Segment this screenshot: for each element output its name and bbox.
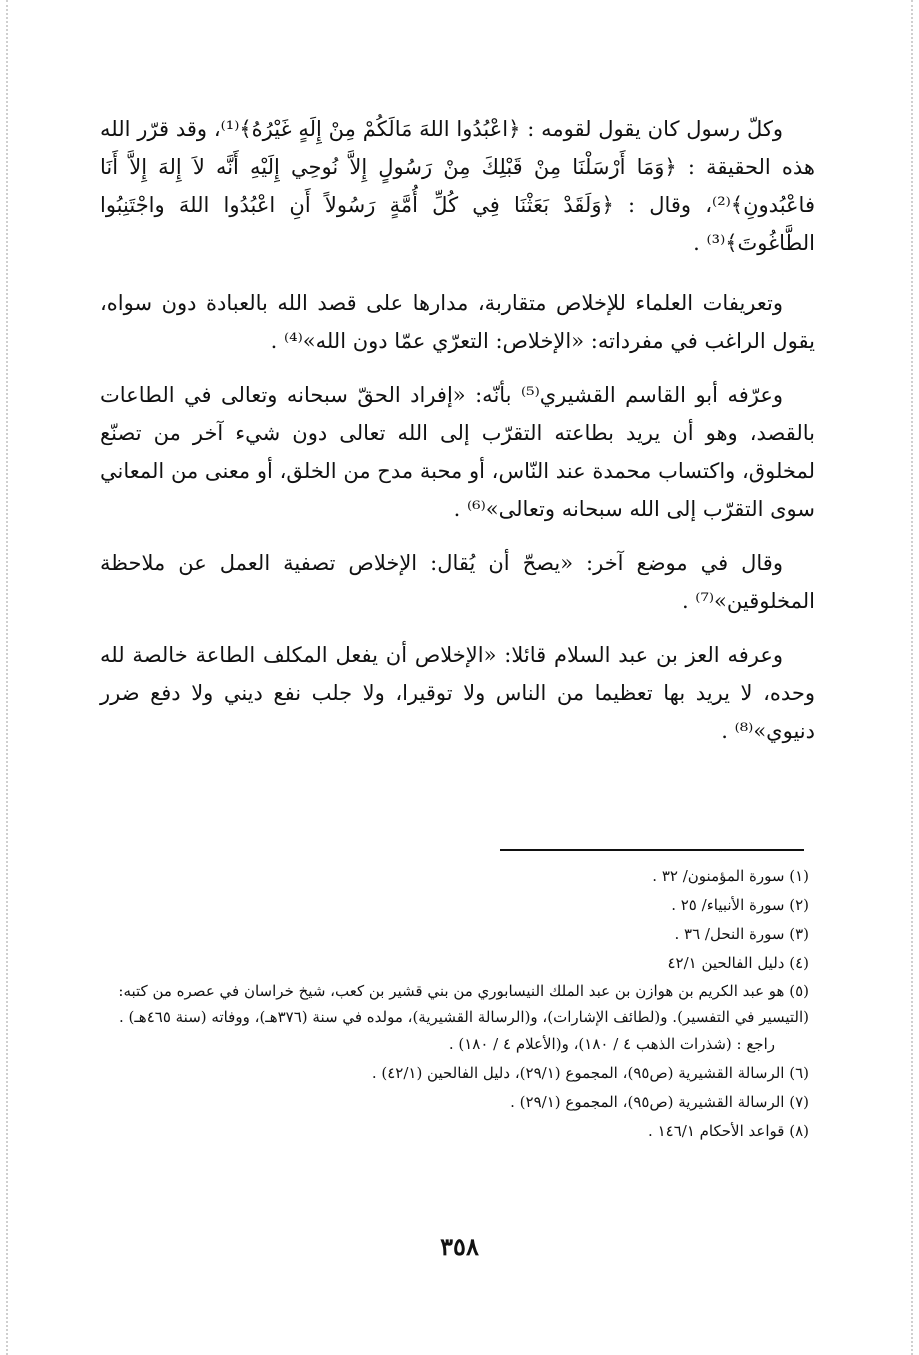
- footnote-8: (٨) قواعد الأحكام ١٤٦/١ .: [648, 1122, 809, 1140]
- page-edge-left: [6, 0, 8, 1355]
- footnotes: [100, 862, 815, 1146]
- paragraph-quran-verses: وكلّ رسول كان يقول لقومه : ﴿اعْبُدُوا اللهَ مَالَكُمْ مِنْ إِلَهٍ غَيْرُهُ﴾⁽¹⁾، وقد قرّر الله هذه الحقيقة : ﴿وَمَا أَرْسَلْنَا مِنْ قَبْلِكَ مِنْ رَسُولٍ إِلاَّ نُوحِي إِلَيْهِ أَنَّه لاَ إِلهَ إِلاَّ أَنَا فاعْبُدونِ﴾⁽²⁾، وقال : ﴿وَلَقَدْ بَعَثْنَا فِي كُلِّ أُمَّةٍ رَسُولاً أَنِ اعْبُدُوا اللهَ واجْتَنِبُوا الطَّاغُوتَ﴾⁽³⁾ .: [100, 117, 815, 255]
- paragraph-another-place: وقال في موضع آخر: «يصحّ أن يُقال: الإخلاص تصفية العمل عن ملاحظة المخلوقين»⁽⁷⁾ .: [100, 551, 815, 613]
- paragraph-qushayri: وعرّفه أبو القاسم القشيري⁽⁵⁾ بأنّه: «إفراد الحقّ سبحانه وتعالى في الطاعات بالقصد، وهو أن يريد بطاعته التقرّب إلى الله تعالى دون شيء آخر من تصنّع لمخلوق، واكتساب محمدة عند النّاس، أو محبة مدح من الخلق، أو معنى من المعاني سوى التقرّب إلى الله سبحانه وتعالى»⁽⁶⁾ .: [100, 383, 815, 521]
- page-number: ٣٥٨: [440, 1232, 479, 1261]
- page-edge-right: [911, 0, 913, 1355]
- footnote-7: (٧) الرسالة القشيرية (ص٩٥)، المجموع (٢٩/١) .: [510, 1093, 809, 1111]
- footnote-6: (٦) الرسالة القشيرية (ص٩٥)، المجموع (٢٩/١)، دليل الفالحين (٤٢/١) .: [371, 1064, 809, 1082]
- footnote-1: (١) سورة المؤمنون/ ٣٢ .: [652, 867, 809, 885]
- footnote-3: (٣) سورة النحل/ ٣٦ .: [674, 925, 809, 943]
- footnote-5-reference: راجع : (شذرات الذهب ٤ / ١٨٠)، و(الأعلام ٤ / ١٨٠) .: [448, 1035, 775, 1053]
- footnote-4: (٤) دليل الفالحين ٤٢/١: [667, 954, 809, 972]
- paragraph-izz-bin-abdussalam: وعرفه العز بن عبد السلام قائلا: «الإخلاص أن يفعل المكلف الطاعة خالصة لله وحده، لا يريد بها تعظيما من الناس ولا توقيرا، ولا جلب نفع ديني ولا دفع ضرر دنيوي»⁽⁸⁾ .: [100, 643, 815, 743]
- footnote-separator: [500, 849, 804, 851]
- footnote-5: (٥) هو عبد الكريم بن هوازن بن عبد الملك النيسابوري من بني قشير بن كعب، شيخ خراسان في عصره من كتبه: (التيسير في التفسير). و(لطائف الإشارات)، و(الرسالة القشيرية)، مولده في سنة (٣٧٦هـ)، ووفاته (سنة ٤٦٥هـ) .: [118, 982, 809, 1026]
- paragraph-definitions: وتعريفات العلماء للإخلاص متقاربة، مدارها على قصد الله بالعبادة دون سواه، يقول الراغب في مفرداته: «الإخلاص: التعرّي عمّا دون الله»⁽⁴⁾ .: [100, 291, 815, 353]
- main-text: [100, 110, 815, 766]
- footnote-2: (٢) سورة الأنبياء/ ٢٥ .: [671, 896, 809, 914]
